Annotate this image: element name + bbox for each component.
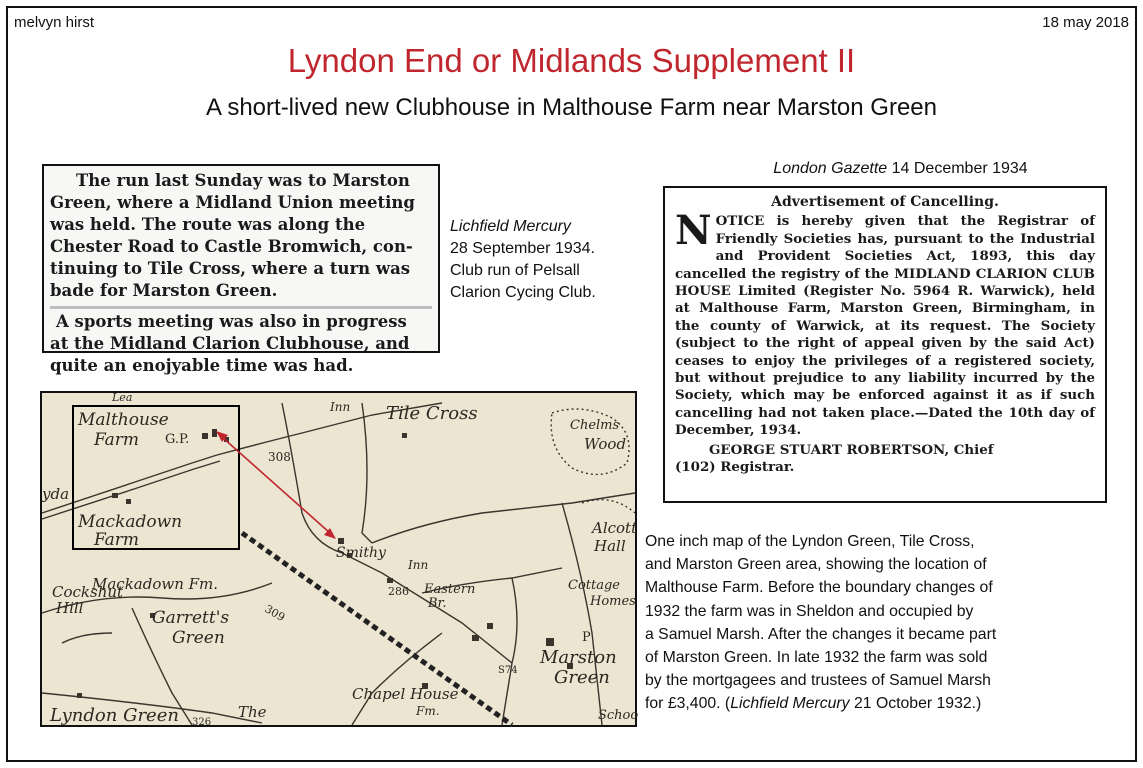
map-label: G.P. xyxy=(165,432,190,447)
newspaper-clipping xyxy=(42,164,440,375)
map-label: yda xyxy=(42,485,70,503)
map-caption-line: a Samuel Marsh. After the changes it became part xyxy=(645,625,997,643)
ordnance-map xyxy=(40,391,637,727)
clipping-line: bade for Marston Green. xyxy=(50,281,278,300)
gazette-signature: GEORGE STUART ROBERTSON, Chief xyxy=(709,441,994,458)
clipping-paragraph-1 xyxy=(50,170,432,302)
clipping-line: at the Midland Clarion Clubhouse, and xyxy=(50,334,410,353)
map-drawing xyxy=(42,391,639,728)
map-label: Cottage xyxy=(568,578,620,593)
clipping-line: Green, where a Midland Union meeting xyxy=(50,193,415,212)
map-label: Hill xyxy=(56,599,84,617)
map-label: Inn xyxy=(408,558,429,572)
map-label: Cockshut xyxy=(52,583,124,601)
map-caption-line: and Marston Green area, showing the location of xyxy=(645,556,987,574)
map-label: Inn xyxy=(330,400,351,414)
map-label: S74 xyxy=(498,665,518,676)
map-caption-line xyxy=(645,692,1085,715)
location-arrow xyxy=(216,431,336,539)
gazette-source: London Gazette xyxy=(773,160,888,177)
map-caption-line: Malthouse Farm. Before the boundary changes of xyxy=(645,579,993,597)
map-label: Mackadown Fm. xyxy=(92,575,219,593)
map-label: Wood xyxy=(584,435,627,453)
map-label: Marston xyxy=(540,647,617,668)
page-title: Lyndon End or Midlands Supplement II xyxy=(287,42,856,79)
map-label: Garrett's xyxy=(152,608,230,628)
gazette-heading: Advertisement of Cancelling. xyxy=(771,194,999,210)
newspaper-caption-line: Clarion Cycing Club. xyxy=(450,284,596,301)
map-caption xyxy=(645,530,1085,716)
map-label: Schoo xyxy=(598,708,639,723)
map-label: Chelms xyxy=(570,418,620,433)
clipping-line: The run last Sunday was to Marston xyxy=(76,171,410,190)
map-caption-line: by the mortgagees and trustees of Samuel Marsh xyxy=(645,672,991,690)
gazette-signature-title: (102) Registrar. xyxy=(675,459,795,476)
map-label: Fm. xyxy=(416,704,440,718)
clipping-line: was held. The route was along the xyxy=(50,215,366,234)
map-label: Lea xyxy=(112,391,133,404)
map-caption-line: One inch map of the Lyndon Green, Tile Cross, xyxy=(645,533,975,550)
clipping-line: A sports meeting was also in progress xyxy=(56,312,407,331)
map-label: Farm xyxy=(94,430,140,450)
map-label: Br. xyxy=(428,596,447,611)
map-label: Smithy xyxy=(336,545,386,561)
gazette-body: OTICE is hereby given that the Registrar of Friendly Societies has, pursuant to the Industrial and Provident Societies Act, 1893, this day cancelled the registry of the MIDLAND CLARION CLUB HOUSE Limited (Register No. 5964 R. Warwick), held at Malthouse Farm, Marston Green, Birmingham, in the county of Warwick, at its request. The Society (subject to the right of appeal given by the said Act) ceases to enjoy the privileges of a registered society, but without prejudice to any liability incurred by the Society, which may be enforced against it as if such cancelling had not taken place.—Dated the 10th day of December, 1934. xyxy=(675,213,1095,439)
gazette-caption xyxy=(663,160,1138,178)
map-label: Mackadown xyxy=(78,512,183,532)
map-label: The xyxy=(238,703,267,721)
newspaper-caption xyxy=(450,216,596,304)
clipping-line: tinuing to Tile Cross, where a turn was xyxy=(50,259,411,278)
map-label: Tile Cross xyxy=(386,403,478,424)
map-caption-prefix: for £3,400. ( xyxy=(645,695,731,713)
map-label: P xyxy=(582,630,591,645)
gazette-date: 14 December 1934 xyxy=(887,160,1028,177)
map-label: Green xyxy=(554,667,610,688)
map-label: Malthouse xyxy=(78,410,169,430)
map-label: 286 xyxy=(388,585,409,598)
document-date: 18 may 2018 xyxy=(1042,14,1129,31)
map-label: 308 xyxy=(268,450,291,464)
map-caption-source: Lichfield Mercury xyxy=(730,695,850,713)
map-caption-line: of Marston Green. In late 1932 the farm was sold xyxy=(645,649,988,667)
clipping-paragraph-2 xyxy=(50,306,432,377)
map-caption-suffix: 21 October 1932.) xyxy=(849,695,982,713)
newspaper-date: 28 September 1934. xyxy=(450,240,595,257)
author-name: melvyn hirst xyxy=(14,14,95,31)
clipping-line: quite an enojyable time was had. xyxy=(50,356,354,375)
map-label: Hall xyxy=(594,537,626,555)
map-label: Green xyxy=(172,628,225,648)
newspaper-caption-line: Club run of Pelsall xyxy=(450,262,580,279)
map-caption-line: 1932 the farm was in Sheldon and occupied by xyxy=(645,602,974,620)
map-label: Eastern xyxy=(424,582,476,597)
map-label: Alcott xyxy=(592,519,638,537)
map-label: Farm xyxy=(94,530,140,550)
map-label: Chapel House xyxy=(352,685,459,703)
gazette-clipping xyxy=(663,186,1107,503)
newspaper-source: Lichfield Mercury xyxy=(450,218,571,235)
gazette-dropcap: N xyxy=(675,207,712,255)
clipping-line: Chester Road to Castle Bromwich, con- xyxy=(50,237,413,256)
map-label: 326 xyxy=(192,717,212,728)
map-label: 309 xyxy=(262,602,288,625)
map-label: Homes xyxy=(590,594,636,609)
map-label: Lyndon Green xyxy=(50,705,179,726)
page-subtitle: A short-lived new Clubhouse in Malthouse Farm near Marston Green xyxy=(205,94,937,121)
